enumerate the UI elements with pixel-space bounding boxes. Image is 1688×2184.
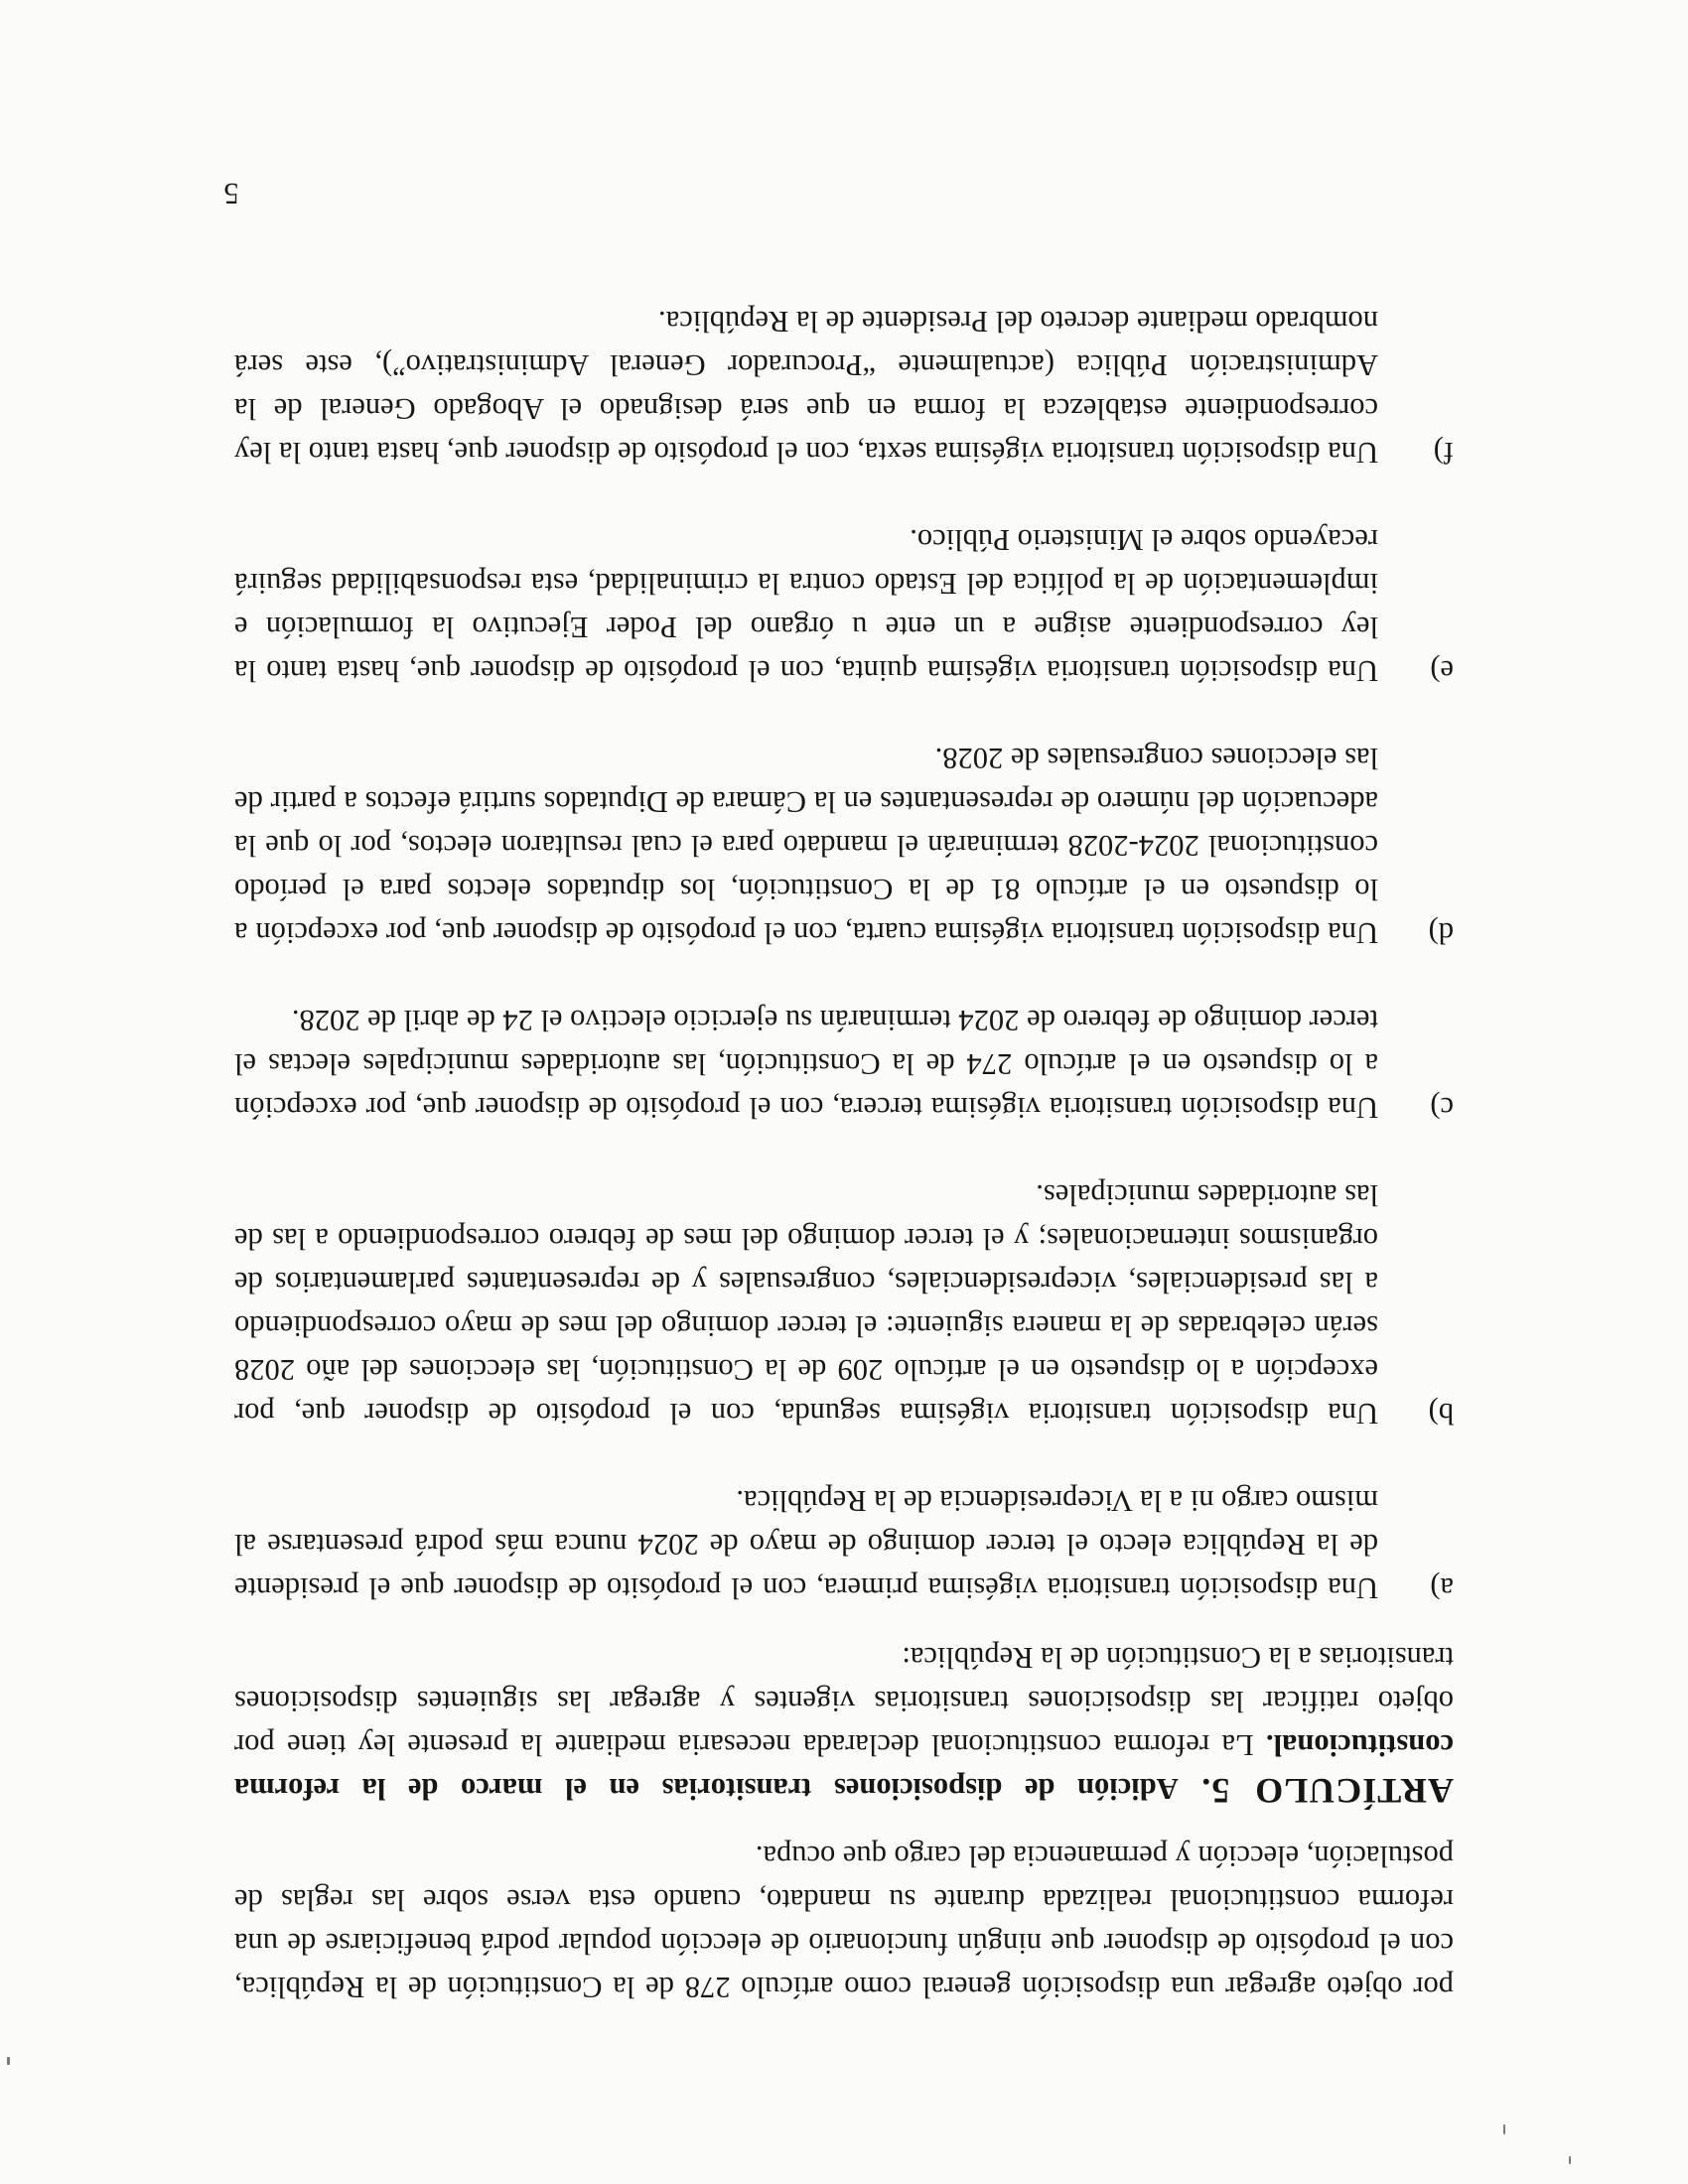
list-item-b <box>234 1173 1454 1435</box>
list-item-e <box>234 518 1454 693</box>
list-item-text: Una disposición transitoria vigésima segunda, con el propósito de disponer que, por excepción a lo dispuesto en el artículo 209 de la Constitución, las elecciones del año 2028 serán celebradas de la manera siguiente: el tercer domingo del mes de mayo correspondiendo a las presidenciales, vicepresidenciales, congresuales y de representantes parlamentarios de organismos internacionales; y el tercer domingo del mes de febrero correspondiendo a las de las autoridades municipales. <box>234 1178 1378 1431</box>
list-item-text: Una disposición transitoria vigésima quinta, con el propósito de disponer que, hasta tanto la ley correspondiente asigne a un ente u órgano del Poder Ejecutivo la formulación e implementación de la política del Estado contra la criminalidad, esta responsabilidad seguirá recayendo sobre el Ministerio Público. <box>234 523 1378 688</box>
list-item-text: Una disposición transitoria vigésima sexta, con el propósito de disponer que, hasta tanto la ley correspondiente establezca la forma en que será designado el Abogado General de la Administración Pública (actualmente “Procurador General Administrativo”), este será nombrado mediante decreto del Presidente de la República. <box>234 305 1378 470</box>
page-content <box>234 256 1454 2009</box>
article-heading: Adición de disposiciones transitorias en el marco de la reforma constitucional. <box>233 1728 1454 1806</box>
list-item-c <box>234 999 1454 1130</box>
article-body: La reforma constitucional declarada necesaria mediante la presente ley tiene por objeto ratificar las disposiciones transitorias vigentes y agregar las siguientes disposiciones transitorias a la Constitución de la República: <box>233 1641 1454 1762</box>
list-item-f <box>234 300 1454 475</box>
list-item-letter: c) <box>1430 1091 1454 1125</box>
list-item-d <box>234 737 1454 955</box>
scan-speck <box>7 2057 10 2065</box>
list-item-text: Una disposición transitoria vigésima tercera, con el propósito de disponer que, por excepción a lo dispuesto en el artículo 274 de la Constitución, las autoridades municipales electas el tercer domingo de febrero de 2024 terminarán su ejercicio electivo el 24 de abril de 2028. <box>234 1004 1378 1125</box>
intro-paragraph: por objeto agregar una disposición general como artículo 278 de la Constitución de la República, con el propósito de disponer que ningún funcionario de elección popular podrá beneficiarse de una reforma constitucional realizada durante su mandato, cuando esta verse sobre las reglas de postulación, elección y permanencia del cargo que ocupa. <box>234 1840 1454 2004</box>
page-number: 5 <box>223 177 239 210</box>
article-5 <box>234 1636 1454 1813</box>
list-item-letter: d) <box>1428 916 1454 950</box>
list-item-letter: f) <box>1433 436 1454 470</box>
list-item-letter: e) <box>1430 654 1454 688</box>
list-item-letter: b) <box>1428 1397 1454 1431</box>
scan-speck <box>1569 2156 1571 2164</box>
list-item-letter: a) <box>1430 1571 1454 1605</box>
list-item-a <box>234 1479 1454 1610</box>
scan-speck <box>1503 2124 1505 2134</box>
list-item-text: Una disposición transitoria vigésima primera, con el propósito de disponer que el presidente de la República electo el tercer domingo de mayo de 2024 nunca más podrá presentarse al mismo cargo ni a la Vicepresidencia de la República. <box>234 1484 1378 1605</box>
list-item-text: Una disposición transitoria vigésima cuarta, con el propósito de disponer que, por excepción a lo dispuesto en el artículo 81 de la Constitución, los diputados electos para el período constitucional 2024-2028 terminarán el mandato para el cual resultaron electos, por lo que la adecuación del número de representantes en la Cámara de Diputados surtirá efectos a partir de las elecciones congresuales de 2028. <box>234 742 1378 950</box>
article-number: ARTÍCULO 5. <box>1200 1771 1454 1811</box>
